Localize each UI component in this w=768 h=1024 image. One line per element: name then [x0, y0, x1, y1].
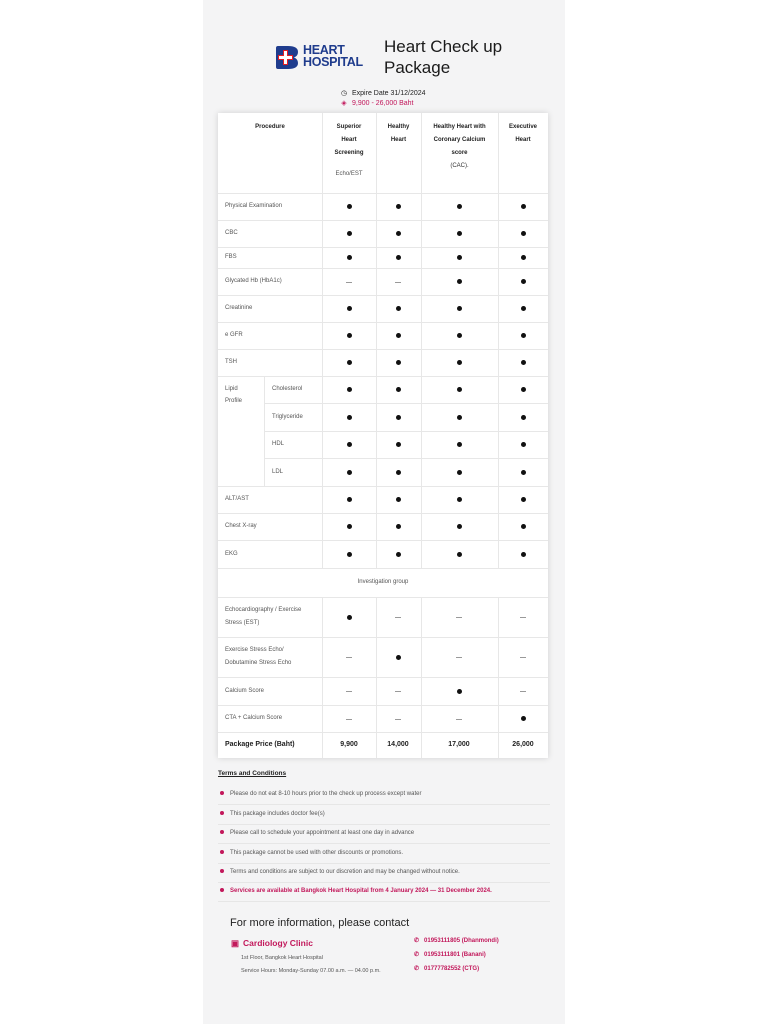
included-dot [521, 306, 526, 311]
table-row-label: Chest X-ray [225, 523, 257, 529]
row-label-line: Dobutamine Stress Echo [225, 660, 292, 666]
included-dot [521, 231, 526, 236]
column-divider [322, 113, 323, 568]
not-included-dash [456, 657, 462, 658]
phone-dhanmondi[interactable] [414, 937, 499, 944]
lipid-label-line: Lipid [225, 386, 238, 392]
header-col3-line: score [451, 150, 468, 156]
included-dot [396, 415, 401, 420]
included-dot [457, 360, 462, 365]
header-col1-line: Screening [334, 150, 364, 156]
included-dot [347, 415, 352, 420]
row-label-line: Stress (EST) [225, 620, 260, 626]
term-divider [218, 843, 550, 844]
included-dot [347, 360, 352, 365]
included-dot [396, 387, 401, 392]
phone-icon: ✆ [414, 952, 420, 958]
header-col4-line: Heart [515, 137, 531, 143]
phone-icon: ✆ [414, 938, 420, 944]
not-included-dash [520, 657, 526, 658]
package-price-value: 14,000 [387, 741, 409, 748]
term-item [218, 850, 550, 856]
header-col4-line: Executive [508, 124, 538, 130]
included-dot [347, 524, 352, 529]
term-divider [218, 882, 550, 883]
included-dot [457, 470, 462, 475]
row-divider [218, 597, 548, 598]
contact-heading: For more information, please contact [230, 917, 410, 929]
included-dot [396, 333, 401, 338]
included-dot [457, 689, 462, 694]
lipid-label-line: Profile [225, 398, 243, 404]
heart-hospital-logo [274, 44, 374, 72]
clinic-label: Cardiology Clinic [243, 938, 313, 948]
included-dot [521, 279, 526, 284]
package-price-value: 17,000 [448, 741, 470, 748]
included-dot [396, 204, 401, 209]
term-text: This package includes doctor fee(s) [230, 811, 325, 817]
section-label-investigation-group: Investigation group [357, 579, 409, 585]
term-item [218, 830, 550, 836]
not-included-dash [346, 282, 352, 283]
included-dot [396, 442, 401, 447]
included-dot [347, 306, 352, 311]
not-included-dash [395, 617, 401, 618]
clinic-hours: Service Hours: Monday-Sunday 07.00 a.m. — 04.00 p.m. [241, 968, 381, 974]
included-dot [396, 497, 401, 502]
clinic-name [231, 938, 313, 949]
not-included-dash [395, 282, 401, 283]
row-label-line: Echocardiography / Exercise [225, 607, 302, 613]
included-dot [396, 255, 401, 260]
term-divider [218, 824, 550, 825]
included-dot [347, 470, 352, 475]
included-dot [396, 306, 401, 311]
table-row-label: Triglyceride [272, 414, 303, 420]
price-tag-icon: ◈ [341, 99, 347, 107]
clinic-address: 1st Floor, Bangkok Heart Hospital [241, 955, 323, 961]
title-line-2: Package [384, 58, 451, 77]
not-included-dash [520, 617, 526, 618]
included-dot [347, 615, 352, 620]
logo-word-heart: HEART [303, 43, 345, 57]
included-dot [521, 470, 526, 475]
table-row-label: Glycated Hb (HbA1c) [225, 278, 282, 284]
table-row-label [225, 604, 320, 630]
included-dot [521, 360, 526, 365]
header-executive-heart [498, 116, 548, 147]
included-dot [457, 524, 462, 529]
included-dot [396, 552, 401, 557]
bullet-icon [220, 888, 224, 892]
included-dot [521, 204, 526, 209]
term-text: Please do not eat 8-10 hours prior to the check up process except water [230, 791, 422, 797]
term-divider [218, 863, 550, 864]
package-price-label: Package Price (Baht) [225, 741, 295, 748]
table-grid [218, 113, 548, 758]
row-divider [218, 637, 548, 638]
header-col3-line: Healthy Heart with [433, 124, 486, 130]
page-title [384, 36, 502, 78]
table-row-label: HDL [272, 441, 285, 447]
package-comparison-table [218, 113, 548, 758]
logo-wordmark [303, 44, 363, 68]
logo-word-hospital: HOSPITAL [303, 55, 363, 69]
included-dot [457, 306, 462, 311]
expire-date: Expire Date 31/12/2024 [352, 90, 426, 97]
included-dot [396, 470, 401, 475]
bullet-icon [220, 830, 224, 834]
table-row-label: TSH [225, 359, 237, 365]
phone-number: 01953111801 (Banani) [424, 952, 486, 958]
term-item [218, 888, 550, 894]
included-dot [396, 231, 401, 236]
included-dot [457, 387, 462, 392]
row-divider [218, 732, 548, 733]
included-dot [521, 415, 526, 420]
table-row-label: Cholesterol [272, 386, 303, 392]
column-divider [498, 113, 499, 568]
hospital-cross-icon [274, 45, 299, 70]
header-col3-line: Coronary Calcium [433, 137, 486, 143]
included-dot [457, 255, 462, 260]
not-included-dash [456, 719, 462, 720]
header-col1-sub: Echo/EST [335, 171, 363, 177]
bullet-icon [220, 850, 224, 854]
lipid-profile-label [225, 383, 265, 407]
table-row-label: Creatinine [225, 305, 253, 311]
header-healthy-heart-cac [421, 116, 498, 173]
terms-heading: Terms and Conditions [218, 770, 287, 777]
included-dot [457, 497, 462, 502]
not-included-dash [456, 617, 462, 618]
table-row-label: CTA + Calcium Score [225, 715, 283, 721]
building-icon: ▣ [231, 938, 240, 948]
included-dot [347, 333, 352, 338]
included-dot [521, 716, 526, 721]
included-dot [521, 442, 526, 447]
table-row-label: CBC [225, 230, 238, 236]
term-divider [218, 804, 550, 805]
term-text: Please call to schedule your appointment at least one day in advance [230, 830, 415, 836]
term-text: This package cannot be used with other discounts or promotions. [230, 850, 404, 856]
bullet-icon [220, 791, 224, 795]
included-dot [521, 524, 526, 529]
included-dot [457, 231, 462, 236]
table-row-label: e GFR [225, 332, 243, 338]
included-dot [521, 497, 526, 502]
header-col3-line: (CAC). [450, 163, 469, 169]
header-superior-heart [322, 116, 376, 181]
table-row-label: FBS [225, 254, 237, 260]
included-dot [457, 279, 462, 284]
header-col2-line: Healthy [387, 124, 410, 130]
package-price-value: 26,000 [512, 741, 534, 748]
term-item [218, 869, 550, 875]
included-dot [457, 442, 462, 447]
row-divider [218, 376, 548, 377]
header-procedure: Procedure [255, 124, 285, 130]
phone-ctg[interactable] [414, 965, 479, 972]
included-dot [396, 524, 401, 529]
included-dot [521, 255, 526, 260]
included-dot [457, 552, 462, 557]
included-dot [396, 360, 401, 365]
included-dot [347, 442, 352, 447]
table-row-label: Physical Examination [225, 203, 283, 209]
included-dot [457, 204, 462, 209]
term-item [218, 791, 550, 797]
not-included-dash [346, 719, 352, 720]
phone-number: 01777782552 (CTG) [424, 966, 480, 972]
header-col2-line: Heart [390, 137, 407, 143]
header-col1-line: Superior [336, 124, 362, 130]
term-item [218, 811, 550, 817]
table-row-label: Calcium Score [225, 688, 265, 694]
phone-banani[interactable] [414, 951, 486, 958]
included-dot [347, 231, 352, 236]
not-included-dash [395, 719, 401, 720]
table-row-label [225, 644, 320, 670]
included-dot [457, 333, 462, 338]
row-label-line: Exercise Stress Echo/ [225, 647, 284, 653]
term-text: Services are available at Bangkok Heart Hospital from 4 January 2024 — 31 December 2024. [230, 888, 492, 894]
not-included-dash [346, 691, 352, 692]
not-included-dash [520, 691, 526, 692]
table-row-label: EKG [225, 551, 238, 557]
title-line-1: Heart Check up [384, 37, 503, 56]
not-included-dash [346, 657, 352, 658]
terms-and-conditions [218, 770, 550, 894]
not-included-dash [395, 691, 401, 692]
package-meta [340, 89, 426, 108]
included-dot [457, 415, 462, 420]
column-divider [376, 113, 377, 568]
bullet-icon [220, 869, 224, 873]
clock-icon: ◷ [340, 90, 348, 97]
included-dot [347, 204, 352, 209]
included-dot [521, 387, 526, 392]
included-dot [521, 333, 526, 338]
term-text: Terms and conditions are subject to our discretion and may be changed without notice. [230, 869, 460, 875]
term-divider [218, 901, 550, 902]
header-healthy-heart [376, 116, 421, 147]
included-dot [521, 552, 526, 557]
included-dot [347, 255, 352, 260]
included-dot [396, 655, 401, 660]
included-dot [347, 497, 352, 502]
phone-number: 01953111805 (Dhanmondi) [424, 938, 499, 944]
table-row-label: LDL [272, 469, 284, 475]
column-divider [421, 113, 422, 568]
included-dot [347, 387, 352, 392]
table-row-label: ALT/AST [225, 496, 249, 502]
header-col1-line: Heart [341, 137, 357, 143]
price-range: 9,900 - 26,000 Baht [352, 99, 414, 107]
package-price-value: 9,900 [340, 741, 358, 748]
included-dot [347, 552, 352, 557]
phone-icon: ✆ [414, 966, 420, 972]
bullet-icon [220, 811, 224, 815]
